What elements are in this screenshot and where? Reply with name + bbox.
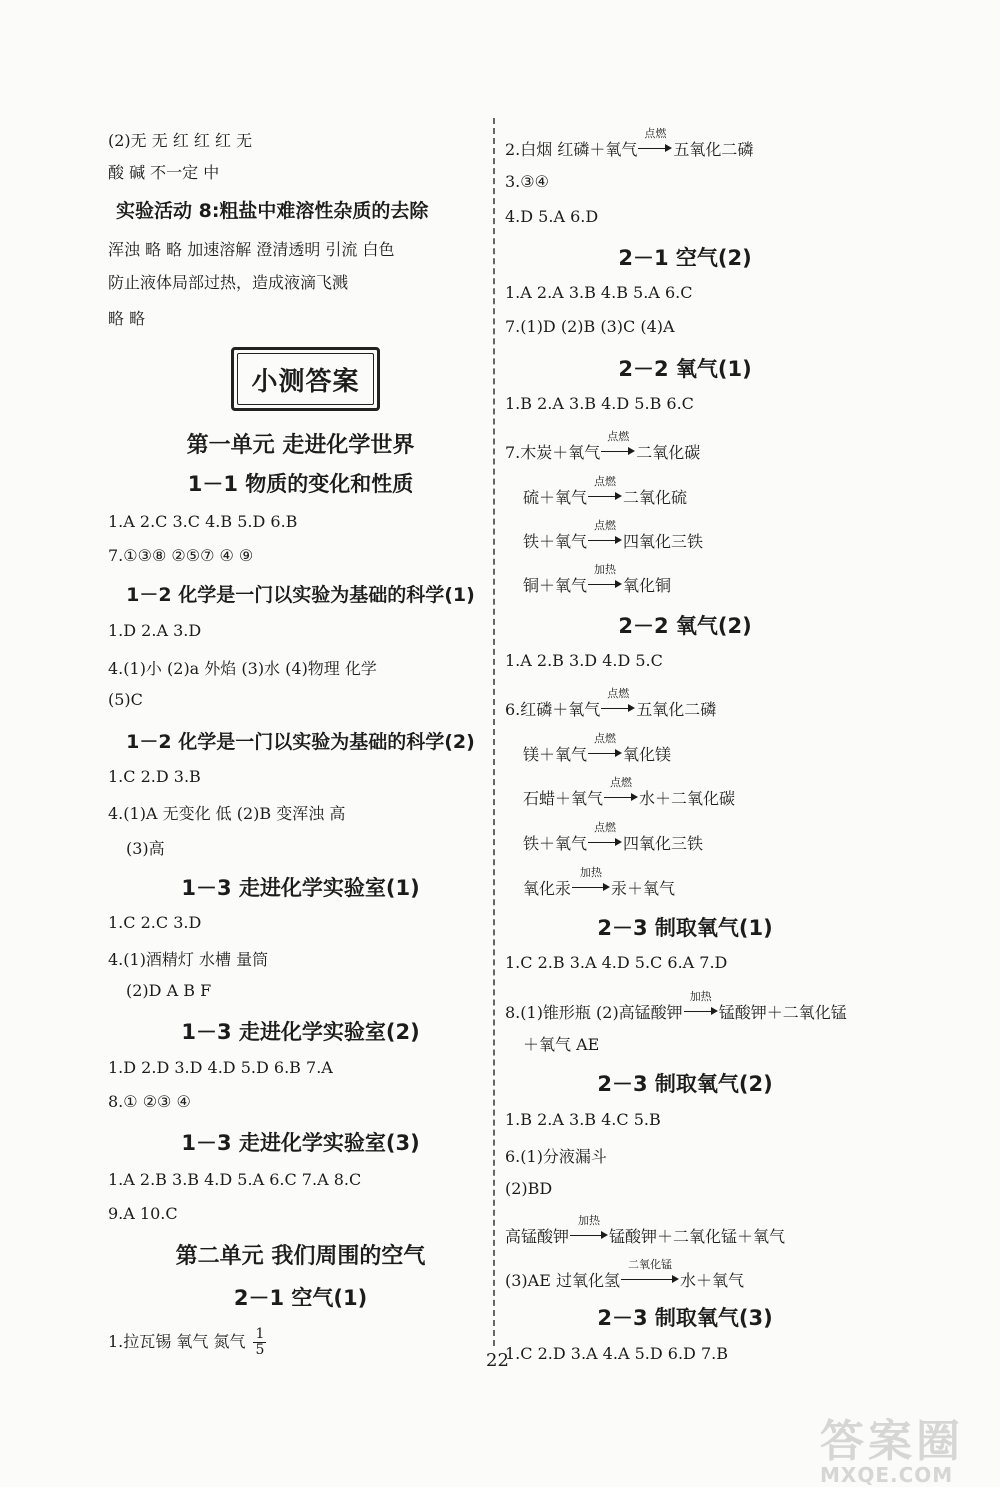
reaction-line: [523, 732, 672, 765]
reaction-line: [505, 1258, 745, 1291]
reaction-condition: 加热: [578, 1214, 601, 1227]
reactants: 高锰酸钾: [505, 1227, 570, 1246]
answer-line: 防止液体局部过热，造成液滴飞溅: [108, 273, 349, 292]
reaction-condition: 点燃: [610, 776, 633, 789]
reaction-condition: 点燃: [607, 687, 630, 700]
section-heading: 1－2 化学是一门以实验为基础的科学(1): [126, 584, 475, 606]
products: 二氧化碳: [636, 443, 701, 462]
answer-line: 6.(1)分液漏斗: [505, 1147, 607, 1166]
answer-line: 略 略: [108, 309, 146, 328]
answer-line: (3)高: [126, 839, 165, 858]
fraction: [253, 1327, 266, 1358]
products: 水＋二氧化碳: [639, 789, 736, 808]
reaction-condition: 点燃: [594, 475, 617, 488]
section-heading: 1－3 走进化学实验室(3): [181, 1131, 420, 1155]
reactants: 铜＋氧气: [523, 576, 588, 595]
reaction-line: [505, 1214, 786, 1247]
reactants: 硫＋氧气: [523, 488, 588, 507]
activity-heading: 实验活动 8:粗盐中难溶性杂质的去除: [116, 200, 429, 222]
products: 锰酸钾＋二氧化锰: [718, 1003, 847, 1022]
quiz-answers-title: 小测答案: [237, 353, 374, 405]
reactants: (3)AE 过氧化氢: [505, 1271, 620, 1290]
reaction-line: [523, 821, 704, 854]
answer-line: 1.A 2.B 3.B 4.D 5.A 6.C 7.A 8.C: [108, 1170, 362, 1189]
reaction-arrow: [621, 1258, 679, 1290]
reactants: 2.白烟 红磷＋氧气: [505, 140, 638, 159]
column-divider: [493, 118, 495, 1346]
quiz-answers-title-box: [231, 347, 380, 411]
reactants: 氧化汞: [523, 879, 572, 898]
section-heading: 2－1 空气(2): [618, 246, 752, 270]
reaction-arrow: [588, 821, 622, 853]
section-heading: 2－3 制取氧气(3): [597, 1306, 773, 1330]
answer-line: (2)BD: [505, 1179, 553, 1198]
answer-line: 1.A 2.A 3.B 4.B 5.A 6.C: [505, 283, 693, 302]
answer-line: ＋氧气 AE: [523, 1035, 600, 1054]
reaction-arrow: [588, 563, 622, 595]
reaction-line: [523, 519, 704, 552]
section-heading: 2－3 制取氧气(2): [597, 1072, 773, 1096]
answer-line: (2)D A B F: [126, 981, 212, 1000]
reaction-condition: 点燃: [607, 430, 630, 443]
reaction-condition: 加热: [580, 866, 603, 879]
products: 五氧化二磷: [636, 700, 717, 719]
fraction-denominator: 5: [255, 1342, 265, 1358]
reaction-line: [523, 776, 736, 809]
answer-line: 4.(1)小 (2)a 外焰 (3)水 (4)物理 化学: [108, 659, 377, 678]
answer-line: 4.(1)A 无变化 低 (2)B 变浑浊 高: [108, 804, 346, 823]
reaction-line: [523, 563, 672, 596]
unit-heading: 第二单元 我们周围的空气: [175, 1244, 426, 1269]
answer-line: 浑浊 略 略 加速溶解 澄清透明 引流 白色: [108, 240, 395, 259]
reaction-arrow: [572, 866, 610, 898]
reaction-condition: 点燃: [644, 127, 667, 140]
reaction-arrow: [588, 475, 622, 507]
reaction-line: [523, 475, 688, 508]
answer-line: 7.①③⑧ ②⑤⑦ ④ ⑨: [108, 546, 254, 565]
products: 锰酸钾＋二氧化锰＋氧气: [609, 1227, 786, 1246]
reactants: 铁＋氧气: [523, 834, 588, 853]
answer-line: 酸 碱 不一定 中: [108, 163, 220, 182]
reaction-condition: 点燃: [594, 519, 617, 532]
reaction-arrow: [638, 127, 672, 159]
reactants: 石蜡＋氧气: [523, 789, 604, 808]
reaction-line: [505, 127, 754, 160]
section-heading: 2－2 氧气(2): [618, 614, 752, 638]
section-heading: 1－2 化学是一门以实验为基础的科学(2): [126, 731, 475, 753]
answer-line: 7.(1)D (2)B (3)C (4)A: [505, 317, 675, 336]
section-heading: 2－3 制取氧气(1): [597, 916, 773, 940]
reaction-arrow: [684, 990, 718, 1022]
reactants: 7.木炭＋氧气: [505, 443, 601, 462]
products: 二氧化硫: [623, 488, 688, 507]
answer-line: 1.C 2.C 3.D: [108, 913, 202, 932]
answer-line: 1.D 2.D 3.D 4.D 5.D 6.B 7.A: [108, 1058, 333, 1077]
section-heading: 2－1 空气(1): [233, 1286, 368, 1310]
reactants: 镁＋氧气: [523, 745, 588, 764]
answer-line: [108, 1327, 266, 1358]
reaction-condition: 二氧化锰: [628, 1258, 672, 1271]
reaction-arrow: [588, 519, 622, 551]
reactants: 6.红磷＋氧气: [505, 700, 601, 719]
section-heading: 1－1 物质的变化和性质: [187, 472, 414, 496]
products: 四氧化三铁: [623, 532, 704, 551]
reaction-condition: 点燃: [594, 821, 617, 834]
answer-line: 1.C 2.D 3.B: [108, 767, 201, 786]
answer-line: 1.A 2.C 3.C 4.B 5.D 6.B: [108, 512, 298, 531]
answer-line: 9.A 10.C: [108, 1204, 178, 1223]
reaction-arrow: [570, 1214, 608, 1246]
products: 汞＋氧气: [611, 879, 676, 898]
reaction-arrow: [601, 687, 635, 719]
answer-line: 1.A 2.B 3.D 4.D 5.C: [505, 651, 663, 670]
reaction-line: [505, 990, 847, 1023]
page-number: 22: [486, 1350, 509, 1371]
unit-heading: 第一单元 走进化学世界: [186, 433, 415, 458]
reactants: 8.(1)锥形瓶 (2)高锰酸钾: [505, 1003, 683, 1022]
reaction-arrow: [604, 776, 638, 808]
answer-line: 3.③④: [505, 172, 549, 191]
answer-line: 8.① ②③ ④: [108, 1092, 191, 1111]
products: 四氧化三铁: [623, 834, 704, 853]
answer-line: 4.(1)酒精灯 水槽 量筒: [108, 950, 269, 969]
answer-line: (2)无 无 红 红 红 无: [108, 131, 253, 150]
reaction-condition: 加热: [594, 563, 617, 576]
products: 氧化镁: [623, 745, 672, 764]
answer-text: 1.拉瓦锡 氧气 氮气: [108, 1332, 246, 1351]
section-heading: 1－3 走进化学实验室(2): [181, 1020, 420, 1044]
answer-line: 1.B 2.A 3.B 4.D 5.B 6.C: [505, 394, 694, 413]
answer-line: 1.C 2.D 3.A 4.A 5.D 6.D 7.B: [505, 1344, 728, 1363]
answer-line: 1.B 2.A 3.B 4.C 5.B: [505, 1110, 661, 1129]
watermark-url: MXQE.COM: [820, 1463, 954, 1487]
products: 水＋氧气: [680, 1271, 745, 1290]
reaction-condition: 点燃: [594, 732, 617, 745]
watermark: [820, 1405, 964, 1487]
reaction-condition: 加热: [689, 990, 712, 1003]
answer-line: 1.C 2.B 3.A 4.D 5.C 6.A 7.D: [505, 953, 728, 972]
reaction-arrow: [601, 430, 635, 462]
reaction-line: [505, 687, 717, 720]
watermark-logo: 答案圈: [820, 1416, 964, 1467]
reaction-line: [523, 866, 676, 899]
reactants: 铁＋氧气: [523, 532, 588, 551]
answer-line: 4.D 5.A 6.D: [505, 207, 599, 226]
reaction-arrow: [588, 732, 622, 764]
reaction-line: [505, 430, 701, 463]
answer-line: (5)C: [108, 690, 143, 709]
products: 五氧化二磷: [673, 140, 754, 159]
products: 氧化铜: [623, 576, 672, 595]
section-heading: 2－2 氧气(1): [618, 357, 752, 381]
answer-line: 1.D 2.A 3.D: [108, 621, 202, 640]
section-heading: 1－3 走进化学实验室(1): [181, 876, 420, 900]
fraction-numerator: 1: [255, 1326, 265, 1342]
